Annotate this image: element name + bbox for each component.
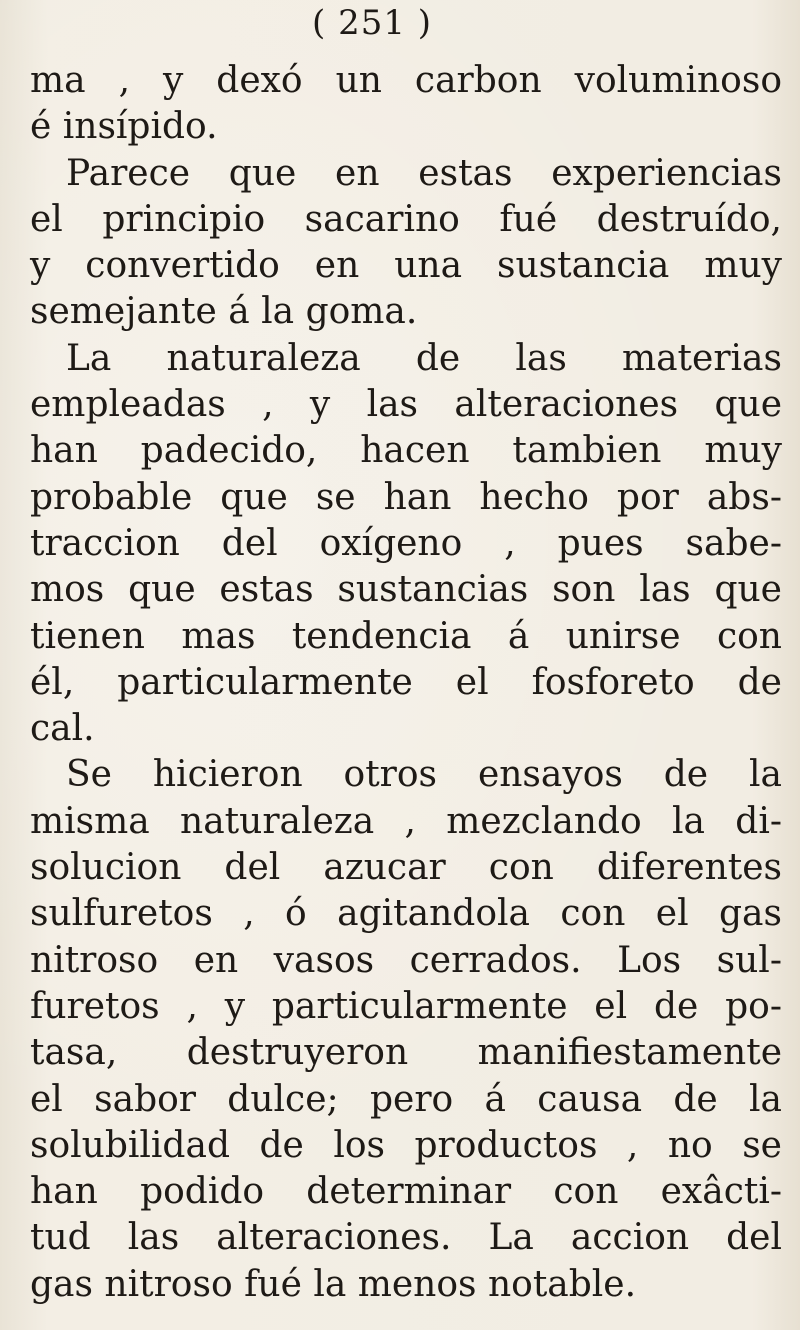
text-line: misma naturaleza , mezclando la di- — [30, 800, 782, 842]
text-line: furetos , y particularmente el de po- — [30, 985, 782, 1027]
text-line: cal. — [30, 708, 95, 750]
text-line: gas nitroso fué la menos notable. — [30, 1263, 637, 1305]
text-line: Se hicieron otros ensayos de la — [66, 754, 782, 796]
text-line: han podido determinar con exâcti- — [30, 1171, 782, 1213]
text-line: tud las alteraciones. La accion del — [30, 1217, 782, 1259]
text-line: nitroso en vasos cerrados. Los sul- — [30, 939, 782, 981]
body-text — [30, 58, 782, 1308]
text-line: solubilidad de los productos , no se — [30, 1124, 782, 1166]
text-line: probable que se han hecho por abs- — [30, 476, 782, 518]
text-line: ma , y dexó un carbon voluminoso — [30, 60, 782, 101]
text-line: y convertido en una sustancia muy — [30, 245, 782, 287]
text-line: Parece que en estas experiencias — [66, 152, 782, 194]
text-line: el principio sacarino fué destruído, — [30, 198, 782, 240]
text-line: La naturaleza de las materias — [66, 337, 782, 379]
text-line: tienen mas tendencia á unirse con — [30, 615, 782, 657]
text-line: él, particularmente el fosforeto de — [30, 661, 782, 703]
text-line: empleadas , y las alteraciones que — [30, 384, 782, 426]
text-line: é insípido. — [30, 106, 218, 148]
text-line: tasa, destruyeron manifiestamente — [30, 1032, 782, 1074]
text-line: solucion del azucar con diferentes — [30, 847, 782, 889]
text-line: el sabor dulce; pero á causa de la — [30, 1078, 782, 1120]
text-line: semejante á la goma. — [30, 291, 418, 333]
text-line: mos que estas sustancias son las que — [30, 569, 782, 611]
text-line: traccion del oxígeno , pues sabe- — [30, 522, 782, 564]
text-line: sulfuretos , ó agitandola con el gas — [30, 893, 782, 935]
text-line: han padecido, hacen tambien muy — [30, 430, 782, 472]
page-number: ( 251 ) — [312, 3, 433, 43]
